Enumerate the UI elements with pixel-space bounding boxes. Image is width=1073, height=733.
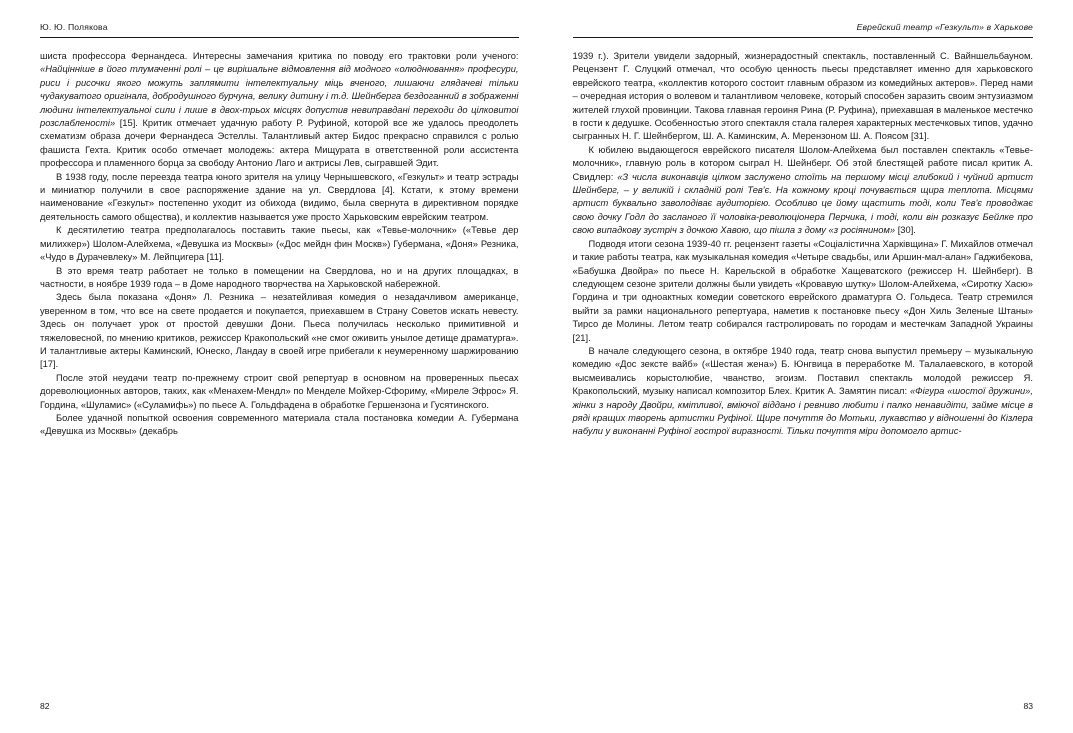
paragraph [40,412,519,439]
text-run: шиста профессора Фернандеса. Интересны замечания критика по поводу его трактовки роли ученого: [40,51,519,61]
paragraph [40,372,519,412]
text-run: В начале следующего сезона, в октябре 1940 года, театр снова выпустил премьеру – музыкальную комедию «Дос зексте вайб» («Шестая жена») Б. Юнгвица в переработке М. Талалаевского, в которой высмеивались корыстолюбие, чванство, эгоизм. Поставил спектакль молодой режиссер Я. Кракопольский, музыку написал композитор Блех. Критик А. Замятин писал: [572,345,1033,397]
text-run: К десятилетию театра предполагалось поставить такие пьесы, как «Тевье-молочник» («Тевье дер милихкер») Шолом-Алейхема, «Девушка из Москвы» («Дос мейдн фин Москв») Губермана, «Доня» Резника, «Чудо в Дурачевлеку» М. Лейпцигера [11]. [40,225,519,263]
body-text-right [573,50,1034,439]
text-run: [15]. Критик отмечает удачную работу Р. Руфиной, которой все же удалось преодолеть схематизм образа дочери Фернандеса Эстеллы. Талантливый актер Бидос прекрасно справился с ролью фашиста Гехта. Критик особо отмечает молодежь: актера Мищурата в ответственной роли ассистента профессора и пламенного борца за свободу Антонио Лаго и актрисы Лев, сыгравшей Эдит. [40,118,519,169]
page-number-right: 83 [1023,701,1033,711]
running-head-right: Еврейский театр «Гезкульт» в Харькове [856,22,1033,32]
text-run: 1939 г.). Зрители увидели задорный, жизнерадостный спектакль, поставленный С. Вайншельбауном. Рецензент Г. Слуцкий отмечал, что особую ценность пьесы представляет именно для харьковского еврейского театра, «коллектив которого состоит главным образом из комедийных актеров». Перед нами – очередная история о волевом и талантливом человеке, который способен заразить своим энтузиазмом жителей глухой провинции. Такова главная героиня Рина (Р. Руфина), приехавшая в маленькое местечко в гости к дедушке. Особенностью этого спектакля стала галерея характерных местечковых типов, удачно сыгранных Н. Г. Шейнбергом, Ш. А. Каминским, А. Мерензоном Ш. А. Поясом [31]. [572,51,1033,142]
header-rule-right [573,37,1034,38]
header-rule-left [40,37,519,38]
paragraph [40,224,519,264]
text-run: После этой неудачи театр по-прежнему строит свой репертуар в основном на проверенных пьесах дореволюционных авторов, таких, как «Менахем-Мендл» по Менделе Мойхер-Сфориму, «Миреле Эфрос» Я. Гордина, «Шуламис» («Суламифь») по пьесе А. Гольдфадена в обработке Гершензона и Гусятинского. [40,372,519,410]
text-run: Более удачной попыткой освоения современного материала стала постановка комедии А. Губермана «Девушка из Москвы» (декабрь [40,412,519,437]
quoted-text: «Фiгура «шостоï дружини», жiнки з народу Двойри, кмiтливоï, вмiючоï вiддано i ревниво любити i палко ненавидiти, займе мiсце в рядi кращих творень артистки Руфiноï. Щире почуття до Мотьки, лукавство у вiдношеннi до Кiзлера набули у виконаннi Руфiноï гостроï виразностi. Тiльки почуття мiри допомогло артис- [572,386,1033,437]
page-right [537,0,1073,733]
quoted-text: «Найцiннiше в його тлумаченнi ролi – це вирiшальне вiдмовлення вiд модного «олюднювання» професури, риси i рисочки якого можуть заплямити iнтелектуальну мiць вченого, лишаючи глядачевi тiльки чудакуватого оригiнала, добродушного бурчуна, велику дитину i т.д. Шейнберга бездоганний в зображеннi людини iнтелектуальноi сили i лише в двох-трьох мiсцях допустив невиправданi переходи до цiлковитоi розслабленостi» [40,64,519,129]
text-run: В это время театр работает не только в помещении на Свердлова, но и на других площадках, в частности, в ноябре 1939 года – в Доме народного творчества на Харьковской набережной. [40,265,519,289]
quoted-text: «З числа виконавцiв цiлком заслужено стоïть на першому мiсцi глибокий i чуйний артист Шейнберг, – у великiй i складнiй ролi Тев'є. На кожному кроцi почувається щира теплота. Мiсцями артист буквально заволодiває аудиторiєю. Особливо це йому щастить тодi, коли Тев'є проводжає свою дочку Годл до засланого ïï чоловiка-революцiонера Перчика, i тодi, коли вiн розказує Бейлке про свою випадкову зустрiч з дочкою Хавою, що пiшла з дому «з росiянином» [572,171,1034,236]
paragraph [40,50,519,171]
paragraph [40,171,519,225]
body-text-left [40,50,519,439]
running-head-left: Ю. Ю. Полякова [40,22,108,32]
paragraph [573,144,1034,238]
text-run: В 1938 году, после переезда театра юного зрителя на улицу Чернышевского, «Гезкульт» и театр эстрады и миниатюр получили в свое распоряжение здание на ул. Свердлова [4]. Кстати, к этому времени наименование «Гезкульт» постепенно уходит из обихода (видимо, была свернута в директивном порядке деятельность самого общества), и коллектив называется уже просто Харьковским еврейским театром. [40,171,519,222]
paragraph [573,50,1034,144]
paragraph [40,265,519,292]
text-run: Здесь была показана «Доня» Л. Резника – незатейливая комедия о незадачливом американце, уверенном в том, что все на свете продается и покупается, приехавшем в Страну Советов искать невесту. Здесь он получает урок от простой девушки Дони. Пьеса получилась несколько примитивной и тяжеловесной, по мнению критиков, режиссер Кракопольский «не смог оживить унылое детище драматурга». И талантливые актеры Каминский, Юнеско, Ландау в своей игре прибегали к неумеренному шаржированию [17]. [40,292,519,370]
paragraph [40,291,519,371]
paragraph [573,345,1034,439]
text-run: К юбилею выдающегося еврейского писателя Шолом-Алейхема был поставлен спектакль «Тевье-молочник», главную роль в котором сыграл Н. Шейнберг. Об этой блестящей работе писал критик А. Свидлер: [572,144,1033,182]
text-run: [30]. [895,225,916,236]
text-run: Подводя итоги сезона 1939-40 гг. рецензент газеты «Соцiалiстична Харкiвщина» Г. Михайлов отмечал и такие работы театра, как музыкальная комедия «Четыре свадьбы, или Аршин-мал-алан» Гаджибекова, «Бабушка Двойра» по пьесе Н. Карельской в обработке Хащеватского (режиссер Н. Шейнберг). В следующем сезоне зрители должны были увидеть «Кровавую шутку» Шолом-Алейхема, «Сиротку Хасю» Гордина и три одноактных комедии советского еврейского драматурга О. Гольдеса. Театр стремился выйти за рамки национального репертуара, наметив к постановке пьесу «Дон Хиль Зеленые Штаны» Тирсо де Молины. Летом театр собирался гастролировать по городам и местечкам Западной Украины [21]. [572,238,1033,343]
paragraph [573,238,1034,345]
page-number-left: 82 [40,701,50,711]
